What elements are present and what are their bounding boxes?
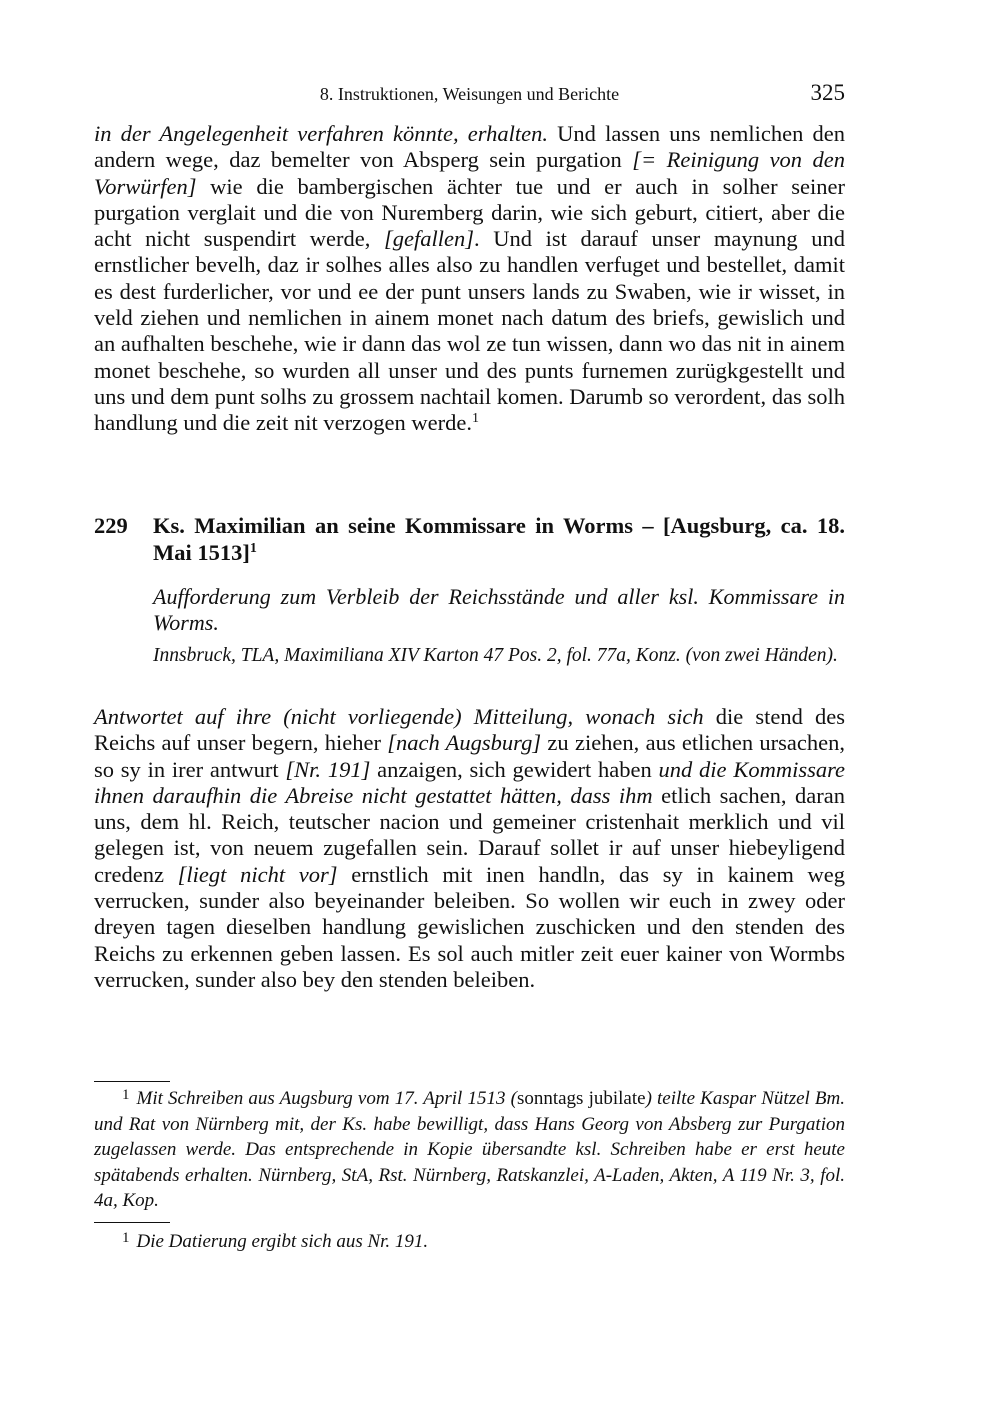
text-run: [liegt nicht vor] bbox=[177, 861, 338, 887]
footnote-a-mark: 1 bbox=[122, 1087, 130, 1103]
entry-source: Innsbruck, TLA, Maximiliana XIV Karton 47 Pos. 2, fol. 77a, Konz. (von zwei Händen). bbox=[153, 645, 838, 666]
footnote-b bbox=[94, 1226, 845, 1255]
footnote-divider bbox=[94, 1222, 170, 1223]
footnote-a-text bbox=[94, 1088, 845, 1211]
entry-title-note: 1 bbox=[249, 541, 257, 556]
text-run: wie die bambergischen ächter tue und er auch in solher seiner purgation verglait und die von Nuremberg darin, wie sich geburt, citiert, aber die acht nicht suspendirt werde, bbox=[94, 173, 845, 252]
entry-body bbox=[94, 704, 845, 993]
entry-title-text: Ks. Maximilian an seine Kommissare in Worms – [Augsburg, ca. 18. Mai 1513] bbox=[153, 513, 845, 565]
entry-number: 229 bbox=[94, 513, 128, 538]
text-run: . Und ist darauf unser maynung und ernstlicher bevelh, daz ir solhes alles also zu handlen verfuget und bestellet, damit es dest furderlicher, vor und ee der punt unsers lands zu Swaben, wie ir wisset, in veld ziehen und nemlichen in ainem monet nach datum des briefs, gewislich und an aufhalten beschehe, wie ir dann das wol ze tun wissen, dann wo das nit in ainem monet beschehe, so wurden all unser und des punts furnemen zurügkgestellt und uns und dem punt solhs zu grossem nachtail komen. Darumb so verordent, das solh handlung und die zeit nit verzogen werde. bbox=[94, 226, 845, 436]
running-header bbox=[94, 80, 845, 110]
text-run: [nach Augsburg] bbox=[387, 730, 542, 756]
page-number: 325 bbox=[810, 80, 845, 105]
text-run: ernstlich mit inen handln, das sy in kainem weg verrucken, sunder also beyeinander beleiben. So wollen wir euch in zwey oder dreyen tagen dieselben handlung gewislichen zuschicken und den stenden des Reichs zu erkennen geben lassen. Es sol auch mitler zeit euer kainer von Wormbs verrucken, sunder also bey den stenden beleiben. bbox=[94, 861, 846, 992]
text-run: [gefallen] bbox=[384, 226, 474, 252]
text-run: und die Kommissare ihnen daraufhin die Abreise nicht gestattet hätten, dass ihm bbox=[94, 756, 845, 808]
continuation-paragraph bbox=[94, 121, 845, 437]
footnote-a bbox=[94, 1083, 845, 1214]
entry-body-text bbox=[94, 704, 845, 993]
text-run: zu ziehen, aus etlichen ursachen, so sy in irer antwurt bbox=[94, 730, 845, 782]
text-run: sonntags jubilate bbox=[516, 1088, 646, 1109]
text-run: Antwortet auf ihre (nicht vorliegende) Mitteilung, wonach sich bbox=[94, 704, 704, 729]
running-title: 8. Instruktionen, Weisungen und Berichte bbox=[319, 84, 620, 104]
footnote-ref: 1 bbox=[472, 411, 479, 427]
footnote-b-text: Die Datierung ergibt sich aus Nr. 191. bbox=[136, 1231, 429, 1252]
text-run: Und lassen uns nemlichen den andern wege, daz bemelter von Absperg sein purgation bbox=[94, 121, 845, 173]
continuation-text bbox=[94, 121, 845, 437]
entry-summary: Aufforderung zum Verbleib der Reichsstände und aller ksl. Kommissare in Worms. bbox=[153, 584, 845, 635]
text-run: anzaigen, sich gewidert haben bbox=[370, 756, 659, 782]
text-run: die stend des Reichs auf unser begern, hieher bbox=[94, 704, 845, 756]
text-run: ) teilte Kaspar Nützel Bm. und Rat von Nürnberg mit, der Ks. habe bewilligt, dass Hans Georg von Absberg zur Purgation zugelassen werde. Das entsprechende in Kopie übersandte ksl. Schreiben habe er erst heute spätabends erhalten. Nürnberg, StA, Rst. Nürnberg, Ratskanzlei, A-Laden, Akten, A 119 Nr. 3, fol. 4a, Kop. bbox=[94, 1088, 846, 1211]
text-run: etlich sachen, daran uns, dem hl. Reich, teutscher nacion und gemeiner cristenhait merklich und vil gelegen ist, von neuem zugefallen sein. Darauf sollet ir auf unser hiebeyligend credenz bbox=[94, 782, 845, 887]
text-run: [= Reinigung von den Vorwürfen] bbox=[94, 147, 845, 199]
footnote-divider bbox=[94, 1081, 170, 1082]
text-run: Mit Schreiben aus Augsburg vom 17. April 1513 ( bbox=[136, 1088, 517, 1109]
text-run: in der Angelegenheit verfahren könnte, erhalten. bbox=[94, 121, 549, 146]
entry-title bbox=[153, 512, 845, 566]
text-run: [Nr. 191] bbox=[285, 756, 371, 782]
entry-heading bbox=[94, 512, 845, 566]
footnote-b-mark: 1 bbox=[122, 1230, 130, 1246]
